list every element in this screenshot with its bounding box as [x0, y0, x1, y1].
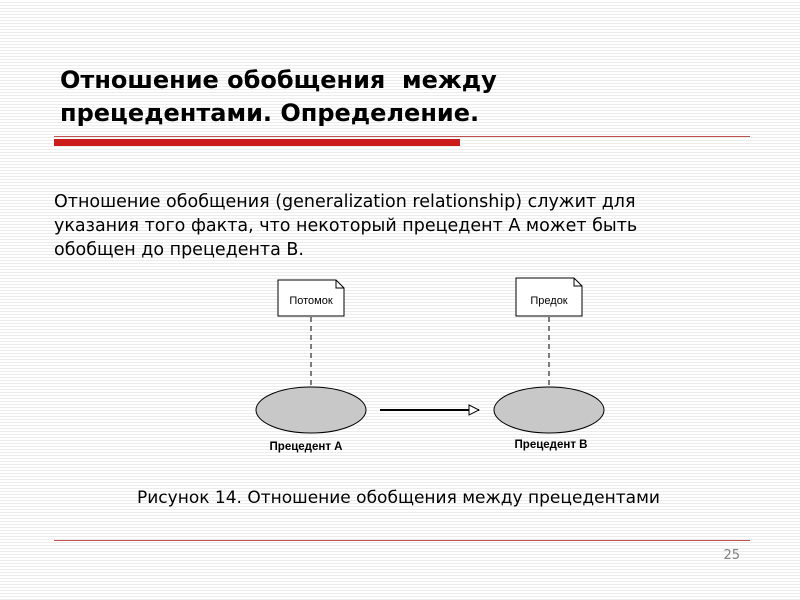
footer-rule — [54, 540, 750, 541]
definition-line-1: Отношение обобщения (generalization relationship) служит для — [54, 192, 636, 212]
definition-text — [54, 190, 754, 262]
title-rule-thick — [54, 139, 460, 146]
page-number: 25 — [723, 548, 740, 563]
usecase-a-label: Прецедент А — [269, 441, 343, 453]
note-parent-label: Предок — [530, 295, 568, 307]
usecase-b-label: Прецедент В — [514, 439, 588, 451]
note-child — [278, 280, 344, 316]
note-parent — [516, 278, 582, 316]
usecase-a-ellipse — [256, 387, 366, 433]
title-rule-thin — [54, 136, 750, 137]
slide-title-line-2: прецедентами. Определение. — [60, 99, 480, 127]
slide-title-line-1: Отношение обобщения между — [60, 66, 497, 94]
note-child-label: Потомок — [289, 295, 333, 307]
definition-line-3: обобщен до прецедента В. — [54, 240, 304, 260]
definition-line-2: указания того факта, что некоторый прецедент А может быть — [54, 216, 638, 236]
slide-title — [60, 64, 497, 130]
figure-caption: Рисунок 14. Отношение обобщения между прецедентами — [137, 488, 660, 508]
usecase-b-ellipse — [494, 387, 604, 433]
generalization-diagram — [240, 268, 620, 468]
